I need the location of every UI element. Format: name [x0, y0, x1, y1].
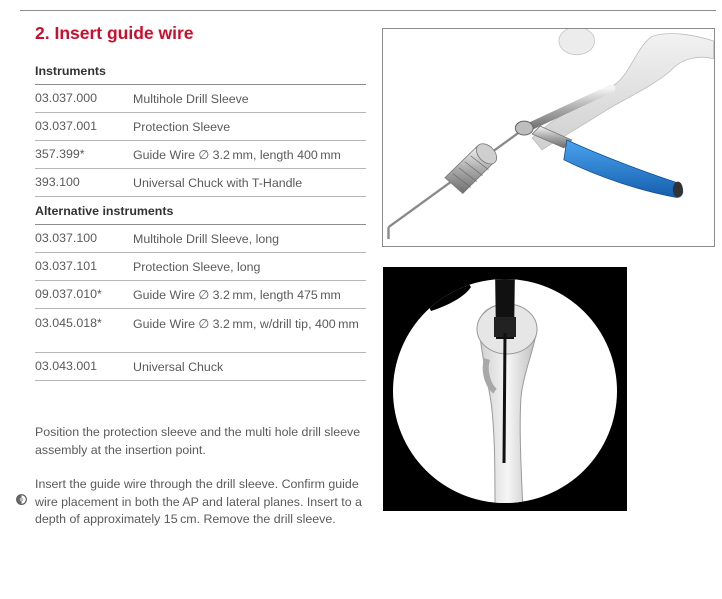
- instrument-description: Guide Wire ∅ 3.2 mm, length 475 mm: [133, 288, 341, 302]
- fluoroscopy-image: [383, 267, 627, 511]
- instrument-row: [35, 225, 366, 253]
- alternative-instruments-heading: Alternative instruments: [35, 197, 366, 225]
- instrument-description: Protection Sleeve: [133, 120, 231, 134]
- instrument-row: [35, 353, 366, 381]
- instrument-row: [35, 85, 366, 113]
- instrument-table: [35, 57, 366, 381]
- instrument-row: [35, 253, 366, 281]
- instrument-code: 393.100: [35, 175, 80, 189]
- instruments-heading: Instruments: [35, 57, 366, 85]
- instruction-paragraph-2: Insert the guide wire through the drill sleeve. Confirm guide wire placement in both the AP and lateral planes. Insert to a depth of approximately 15 cm. Remove the drill sleeve.: [35, 477, 362, 526]
- instrument-row: [35, 281, 366, 309]
- top-rule: [20, 10, 716, 11]
- instrument-code: 03.037.001: [35, 119, 98, 133]
- instrument-row: [35, 169, 366, 197]
- instrument-row: [35, 309, 366, 353]
- instrument-description: Multihole Drill Sleeve: [133, 92, 249, 106]
- instrument-row: [35, 113, 366, 141]
- instrument-code: 03.043.001: [35, 359, 98, 373]
- instrument-description: Guide Wire ∅ 3.2 mm, length 400 mm: [133, 148, 341, 162]
- instrument-code: 03.037.000: [35, 91, 98, 105]
- instrument-code: 03.037.100: [35, 231, 98, 245]
- instrument-description: Guide Wire ∅ 3.2 mm, w/drill tip, 400 mm: [133, 317, 359, 331]
- instrument-code: 03.037.101: [35, 259, 98, 273]
- instruction-paragraph-1: Position the protection sleeve and the multi hole drill sleeve assembly at the insertion point.: [35, 425, 361, 457]
- instrument-row: [35, 141, 366, 169]
- instrument-code: 03.045.018*: [35, 316, 102, 330]
- instrument-description: Universal Chuck: [133, 360, 224, 374]
- fluoroscopy-icon: [16, 494, 27, 505]
- instrument-code: 09.037.010*: [35, 287, 102, 301]
- section-title: 2. Insert guide wire: [35, 23, 194, 43]
- instrument-photo: [382, 28, 715, 247]
- instrument-code: 357.399*: [35, 147, 85, 161]
- instrument-description: Universal Chuck with T-Handle: [133, 176, 303, 190]
- instrument-description: Protection Sleeve, long: [133, 260, 261, 274]
- instrument-description: Multihole Drill Sleeve, long: [133, 232, 280, 246]
